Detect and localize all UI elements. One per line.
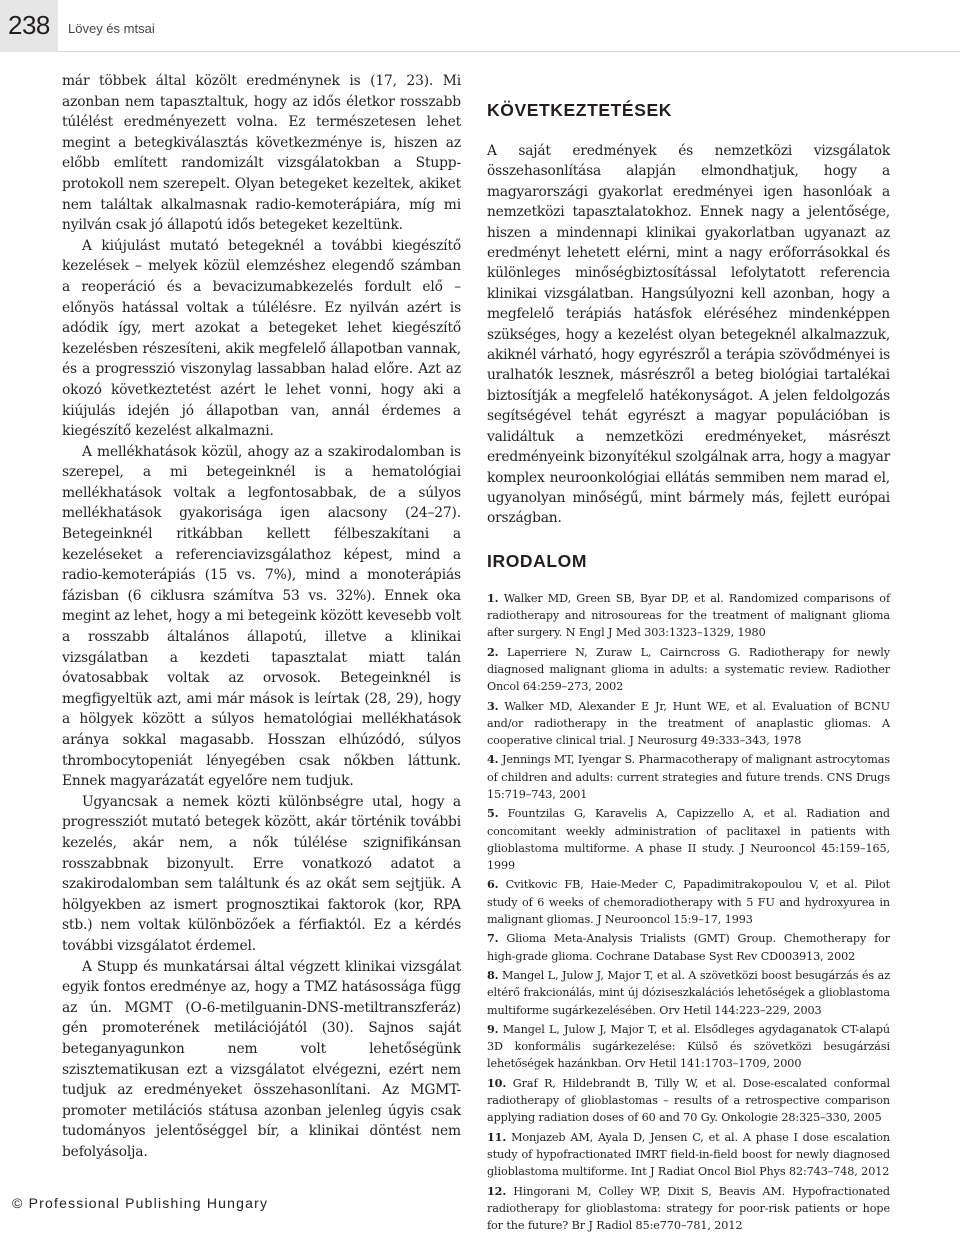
reference-text: Jennings MT, Iyengar S. Pharmacotherapy of malignant astrocytomas of children and adults: current strategies and future trends. CNS Drugs 15:719–743, 2001 [487, 753, 890, 801]
reference-text: Cvitkovic FB, Haie-Meder C, Papadimitrakopoulou V, et al. Pilot study of 6 weeks of chemoradiotherapy with 5 FU and hydroxyurea in malignant gliomas. J Neurooncol 15:9–17, 1993 [487, 878, 890, 927]
reference-item [487, 644, 890, 696]
reference-number: 12. [487, 1183, 507, 1198]
reference-text: Laperriere N, Zuraw L, Cairncross G. Radiotherapy for newly diagnosed malignant glioma in adults: a systematic review. Radiother Oncol 64:259–273, 2002 [487, 645, 890, 694]
references-heading: IRODALOM [487, 550, 588, 571]
reference-number: 9. [487, 1021, 499, 1036]
reference-number: 11. [487, 1129, 507, 1144]
page-number-box [0, 0, 58, 52]
reference-text: Walker MD, Alexander E Jr, Hunt WE, et al. Evaluation of BCNU and/or radiotherapy in the treatment of anaplastic gliomas. A cooperative clinical trial. J Neurosurg 49:333–343, 1978 [487, 699, 890, 748]
reference-text: Fountzilas G, Karavelis A, Capizzello A, et al. Radiation and concomitant weekly administration of paclitaxel in patients with glioblastoma multiforme. A phase II study. J Neurooncol 45:159–165, 1999 [487, 807, 890, 873]
body-paragraph-1: már többek által közölt eredménynek is (17, 23). Mi azonban nem tapasztaltuk, hogy az idős életkor rosszabb túlélést eredményezett volna. Ez természetesen lehet megint a betegkiválasztás következménye is, hiszen az előbb említett randomizált vizsgálatokban a Stupp-protokoll nem szerepelt. Olyan betegeket kezeltek, akiket nem találtak alkalmasnak radio-kemoterápiára, míg mi nyilván csak jó állapotú idős betegeket kezeltünk. [62, 73, 461, 234]
reference-item [487, 1183, 890, 1235]
conclusions-heading: KÖVETKEZTETÉSEK [487, 100, 672, 120]
conclusions-text: A saját eredmények és nemzetközi vizsgálatok összehasonlítása alapján elmondhatjuk, hogy a magyarországi gyakorlat eredményei igen hasonlóak a nemzetközi tapasztalatokhoz. Ennek nagy a jelentősége, hiszen a mindennapi klinikai gyakorlatban ugyanazt az eredményt lehetett elérni, mint a nagy erőforrásokkal és különleges minőségbiztosítással lefolytatott referencia klinikai vizsgálatban. Hangsúlyozni kell azonban, hogy a megfelelő terápiás hatásfok eléréséhez mindenképpen szükséges, hogy a kezelést olyan betegeknél alkalmazzuk, akiknél várható, hogy egyrészről a terápia szövődményei is uralhatók lesznek, másrészről a beteg biológiai tartalékai biztosítják a megfelelő hatékonyságot. A jelen feldolgozás segítségével tehát egyrészt a magyar populációban is validáltuk a nemzetközi eredményeket, másrészt eredményeink bizonyítékul szolgálnak arra, hogy a magyar komplex neuroonkológiai ellátás semmiben nem marad el, ugyanolyan minőségű, mint bármely más, fejlett európai országban. [487, 143, 890, 527]
body-paragraph-2: A kiújulást mutató betegeknél a további kiegészítő kezelések – melyek közül elemzéshez elegendő számban a reoperáció és a bevacizumabkezelés fordult elő – előnyös hatással voltak a túlélésre. Ez nyilván azért is adódik így, mert azokat a betegeket lehet kiegészítő kezelésben részesíteni, akik megfelelő állapotban vannak, és a progresszió viszonylag lassabban halad előre. Azt az okozó következtetést azért le lehet vonni, hogy aki a kiújulás idején jó állapotban van, annál érdemes a kiegészítő kezelést alkalmazni. [62, 237, 461, 440]
reference-number: 10. [487, 1075, 507, 1090]
reference-item [487, 805, 890, 874]
right-column [487, 100, 890, 1236]
header-divider [58, 51, 960, 52]
reference-number: 5. [487, 806, 499, 821]
reference-number: 4. [487, 752, 499, 767]
reference-item [487, 1021, 890, 1073]
reference-item [487, 930, 890, 965]
reference-number: 6. [487, 877, 499, 892]
reference-text: Glioma Meta-Analysis Trialists (GMT) Group. Chemotherapy for high-grade glioma. Cochrane Database Syst Rev CD003913, 2002 [487, 932, 890, 963]
body-paragraph-5: A Stupp és munkatársai által végzett klinikai vizsgálat egyik fontos eredménye az, hogy a TMZ hatásossága függ az ún. MGMT (O-6-metilguanin-DNS-metiltranszferáz) gén promoterének metilációjától (30). Sajnos saját beteganyagunkon nem volt lehetőségünk szisztematikusan ezt a vizsgálatot elvégezni, ezért nem tudjuk az eredményeket összehasonlítani. Az MGMT-promoter metilációs státusa azonban jelenleg úgyis csak tudományos jelentőséggel bír, a klinikai döntést nem befolyásolja. [62, 958, 461, 1160]
reference-number: 2. [487, 644, 499, 659]
running-head: Lövey és mtsai [68, 21, 155, 36]
page-header [0, 0, 960, 52]
reference-text: Graf R, Hildebrandt B, Tilly W, et al. Dose-escalated conformal radiotherapy of glioblastomas – results of a retrospective comparison applying radiation doses of 60 and 70 Gy. Onkologie 28:325–330, 2005 [487, 1076, 890, 1125]
reference-number: 8. [487, 967, 499, 982]
body-paragraph-4: Ugyancsak a nemek közti különbségre utal, hogy a progressziót mutató betegek között, akár történik további kezelés, akár nem, a nők túlélése szignifikánsan rosszabbnak bizonyult. Erre vonatkozó adatot a szakirodalomban sem találtunk és az okát sem sejtjük. A hölgyekben az ismert prognosztikai faktorok (kor, RPA stb.) nem voltak különbözőek a férfiaktól. Ez a kérdés további vizsgálatot érdemel. [62, 793, 461, 954]
reference-list [487, 590, 890, 1235]
reference-text: Walker MD, Green SB, Byar DP, et al. Randomized comparisons of radiotherapy and nitrosoureas for the treatment of malignant glioma after surgery. N Engl J Med 303:1323–1329, 1980 [487, 591, 890, 640]
reference-text: Monjazeb AM, Ayala D, Jensen C, et al. A phase I dose escalation study of hypofractionated IMRT field-in-field boost for newly diagnosed glioblastoma multiforme. Int J Radiat Oncol Biol Phys 82:743–748, 2012 [487, 1130, 890, 1179]
reference-number: 7. [487, 931, 499, 946]
reference-item [487, 1075, 890, 1127]
reference-text: Mangel L, Julow J, Major T, et al. A szövetközi boost besugárzás és az eltérő frakcionálás, mint új dóziseszkalációs lehetőségek a glioblastoma multiforme sugárkezelésében. Orv Hetil 144:223–229, 2003 [487, 968, 890, 1017]
reference-number: 1. [487, 590, 499, 605]
reference-text: Mangel L, Julow J, Major T, et al. Elsődleges agydaganatok CT-alapú 3D konformális sugárkezelése: Külső és szövetközi besugárzási lehetőségek hazánkban. Orv Hetil 141:1703–1709, 2000 [487, 1022, 890, 1071]
reference-item [487, 876, 890, 928]
reference-item [487, 1129, 890, 1181]
reference-item [487, 698, 890, 750]
reference-item [487, 967, 890, 1019]
body-paragraph-3: A mellékhatások közül, ahogy az a szakirodalomban is szerepel, a mi betegeinknél is a hematológiai mellékhatások voltak a legfontosabbak, de a súlyos mellékhatások gyakorisága igen alacsony (24–27). Betegeinknél ritkábban kellett félbeszakítani a kezeléseket a referenciavizsgálathoz képest, mind a radio-kemoterápiás (15 vs. 7%), mind a monoterápiás fázisban (6 ciklusra számítva 53 vs. 32%). Ennek oka megint az lehet, hogy a mi betegeink között kevesebb volt a rosszabb általános állapotú, illetve a klinikai vizsgálatban a kezdeti tapasztalat miatt talán óvatosabbak voltak az orvosok. Betegeinknél is megfigyeltük azt, ami már mások is leírtak (28, 29), hogy a hölgyek között a súlyos hematológiai mellékhatások aránya sokkal magasabb. Hosszan elhúzódó, súlyos thrombocytopeniát lényegében csak nőkben láttunk. Ennek magyarázatát egyelőre nem tudjuk. [62, 443, 461, 790]
reference-item [487, 751, 890, 803]
footer-copyright: © Professional Publishing Hungary [12, 1195, 269, 1211]
reference-item [487, 590, 890, 642]
reference-text: Hingorani M, Colley WP, Dixit S, Beavis AM. Hypofractionated radiotherapy for glioblastoma: strategy for poor-risk patients or hope for the future? Br J Radiol 85:e770–781, 2012 [487, 1184, 890, 1233]
page-number: 238 [8, 10, 50, 40]
reference-number: 3. [487, 698, 499, 713]
left-column [62, 71, 461, 1162]
